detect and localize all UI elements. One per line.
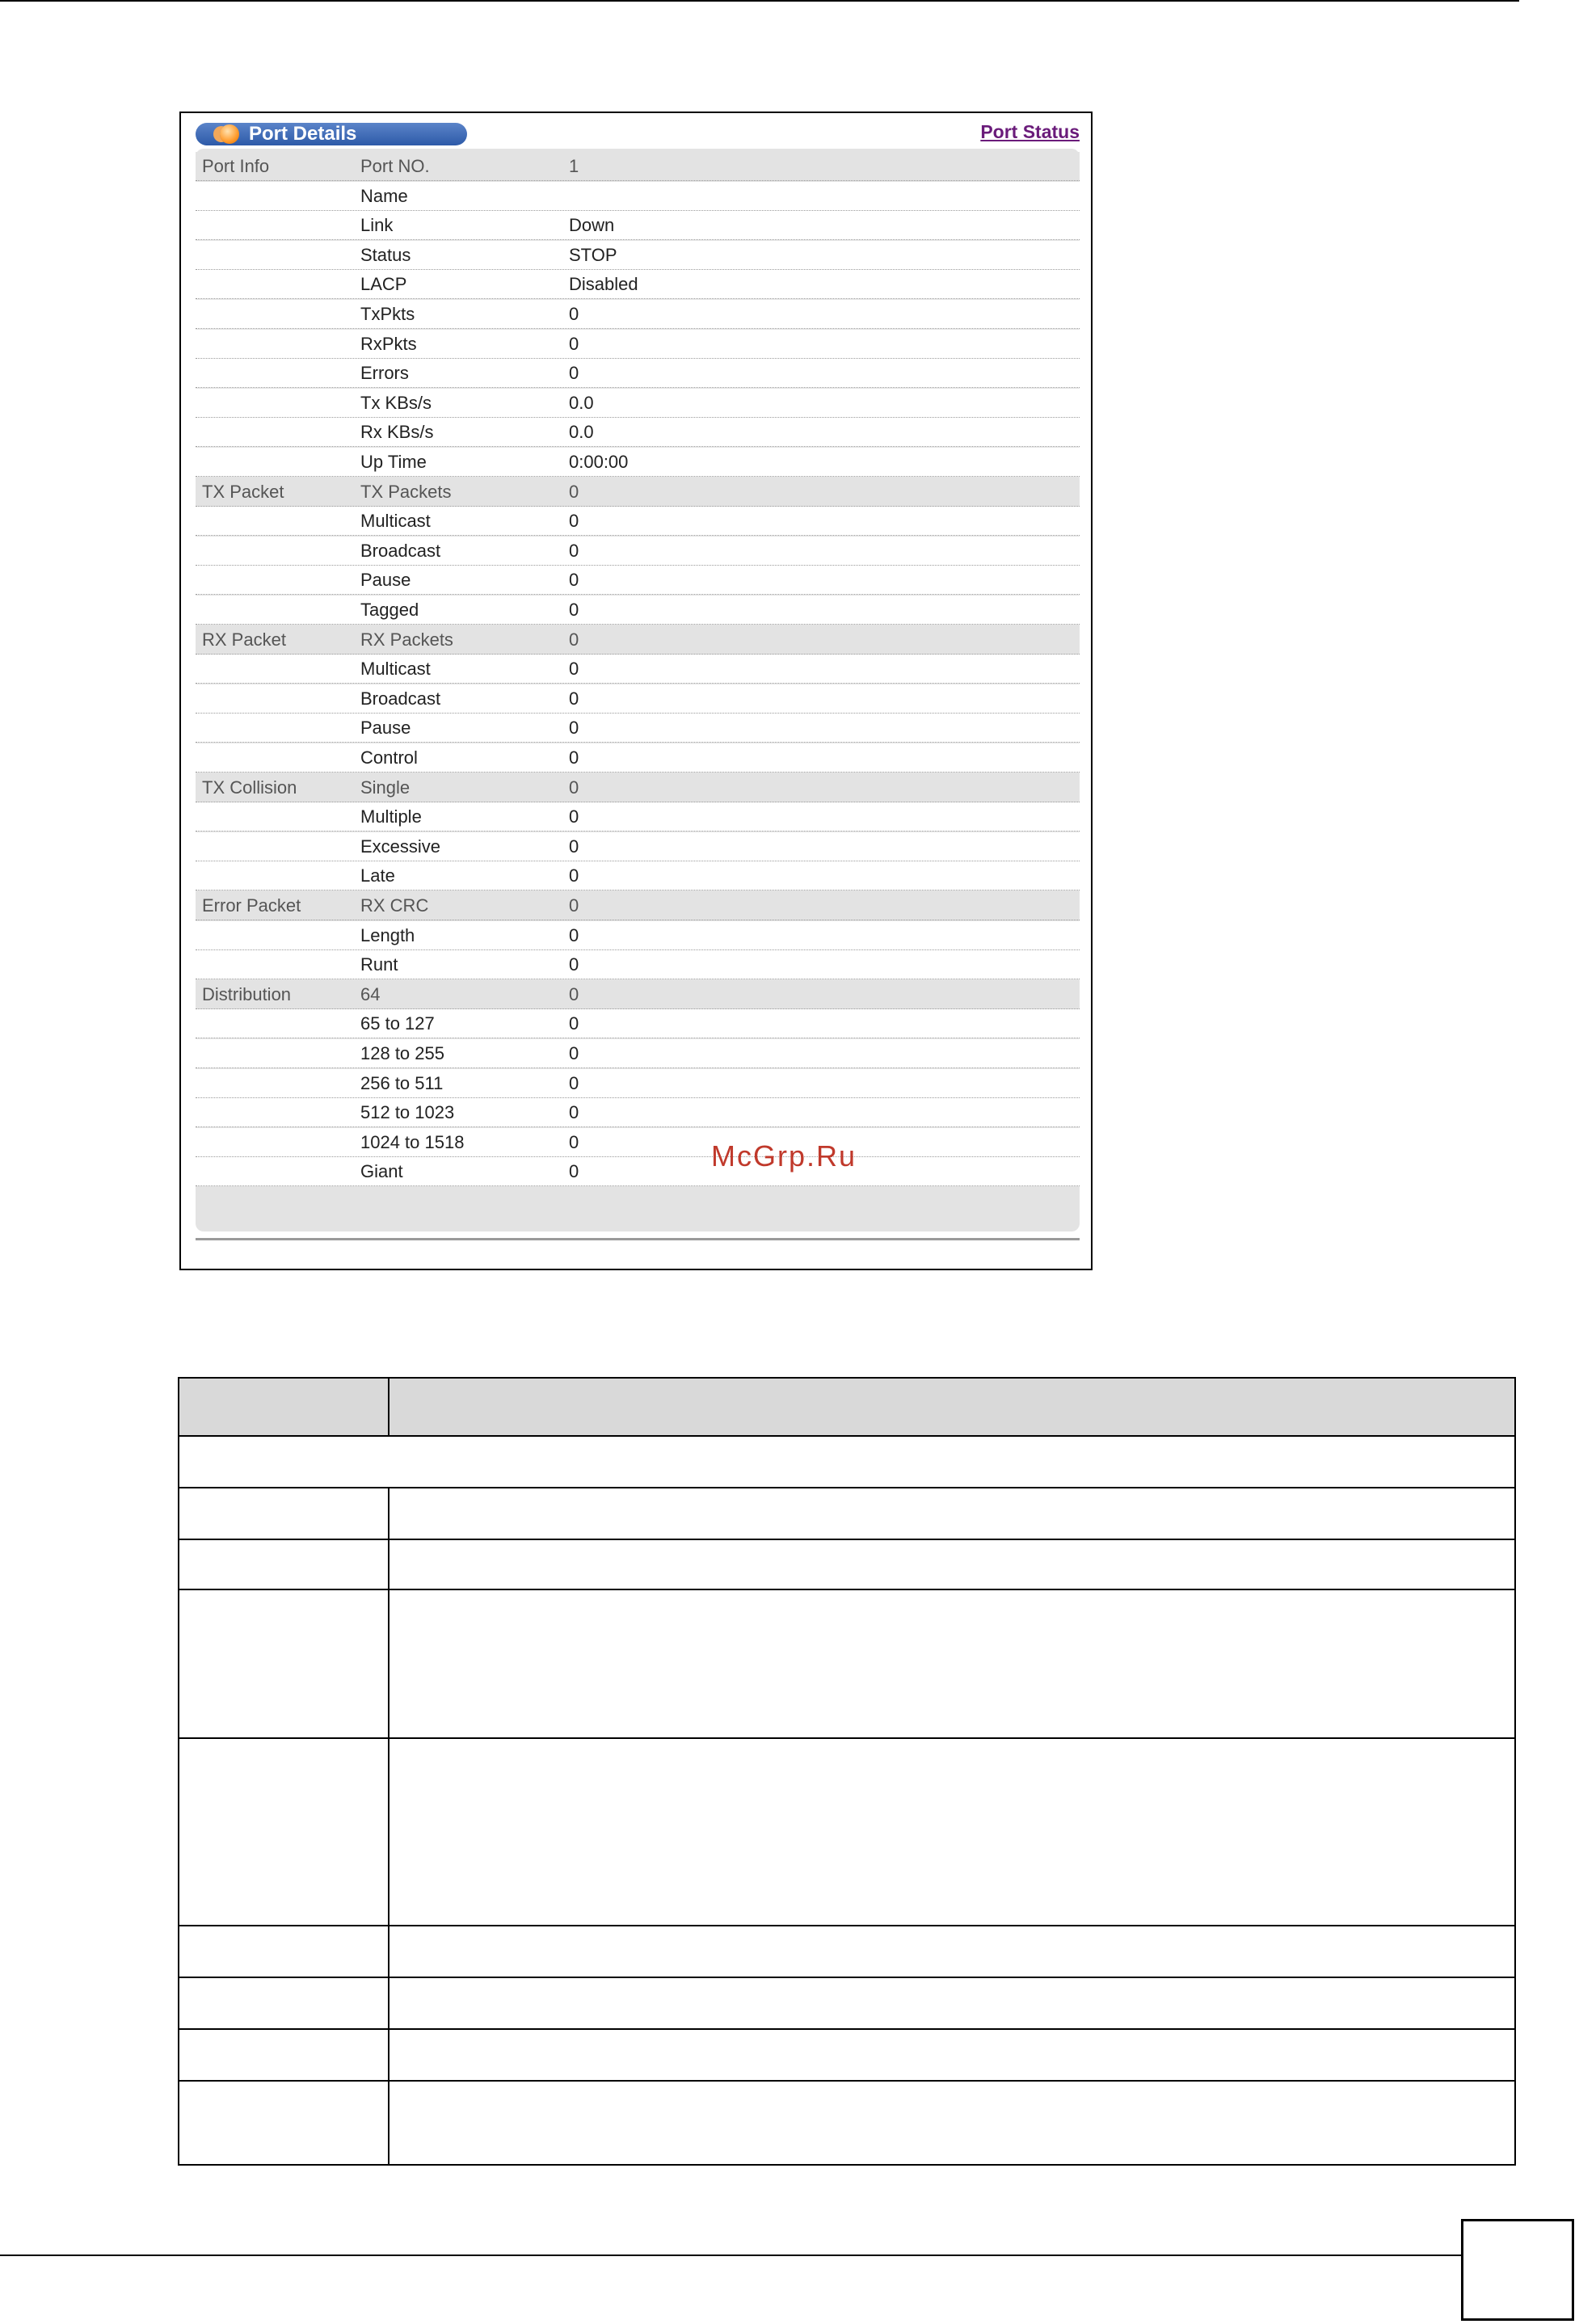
detail-label: RX CRC: [360, 895, 429, 916]
detail-label: 64: [360, 984, 381, 1004]
detail-row: [196, 418, 1080, 447]
orb-icon: [220, 124, 239, 144]
detail-label: Name: [360, 186, 408, 206]
detail-label: Excessive: [360, 836, 441, 857]
port-details-table: [196, 149, 1080, 1231]
detail-value: 0: [569, 688, 579, 709]
table-cell: [389, 1488, 1515, 1539]
detail-row: [196, 241, 1080, 270]
table-header-cell: [389, 1378, 1515, 1436]
detail-label: 128 to 255: [360, 1043, 444, 1063]
detail-label: Multicast: [360, 511, 431, 531]
detail-row: [196, 596, 1080, 625]
detail-row: [196, 182, 1080, 211]
detail-label: Broadcast: [360, 541, 441, 561]
table-cell: [389, 1589, 1515, 1738]
detail-row: [196, 773, 1080, 802]
detail-value: 0: [569, 304, 579, 324]
detail-row: [196, 330, 1080, 359]
detail-row: [196, 211, 1080, 240]
detail-value: 0: [569, 984, 579, 1004]
table-row: [179, 1539, 1515, 1589]
table-row: [179, 1738, 1515, 1926]
detail-value: 0: [569, 954, 579, 975]
detail-value: 0: [569, 806, 579, 827]
detail-row: [196, 684, 1080, 714]
detail-row: [196, 478, 1080, 507]
detail-value: 0: [569, 1073, 579, 1093]
detail-label: LACP: [360, 274, 407, 294]
detail-label: TxPkts: [360, 304, 415, 324]
table-cell: [389, 2029, 1515, 2081]
detail-value: 0: [569, 659, 579, 679]
table-section-row: [179, 1436, 1515, 1488]
table-cell: [389, 1738, 1515, 1926]
detail-value: 0: [569, 1013, 579, 1034]
detail-row: [196, 270, 1080, 299]
table-cell: [389, 1926, 1515, 1977]
detail-label: Length: [360, 925, 415, 945]
detail-value: 0: [569, 570, 579, 590]
detail-row: [196, 359, 1080, 388]
table-cell: [179, 1977, 389, 2029]
table-cell: [179, 1488, 389, 1539]
detail-value: 0: [569, 747, 579, 768]
panel-title: [196, 123, 467, 145]
port-details-screenshot: [179, 112, 1093, 1270]
table-row: [179, 1589, 1515, 1738]
detail-label: RX Packets: [360, 629, 453, 650]
detail-label: Single: [360, 777, 411, 798]
detail-value: 0: [569, 718, 579, 738]
detail-row: [196, 1039, 1080, 1068]
detail-value: Disabled: [569, 274, 638, 294]
detail-row: [196, 802, 1080, 832]
detail-row: [196, 507, 1080, 536]
detail-value: 0: [569, 482, 579, 502]
detail-value: 0.0: [569, 393, 594, 413]
table-cell: [389, 2081, 1515, 2165]
detail-label: Link: [360, 215, 394, 235]
detail-row: [196, 714, 1080, 743]
detail-row: [196, 537, 1080, 566]
detail-value: STOP: [569, 245, 617, 265]
detail-row: [196, 389, 1080, 418]
detail-category: Error Packet: [202, 895, 301, 916]
detail-value: 0: [569, 600, 579, 620]
detail-label: Port NO.: [360, 156, 430, 176]
detail-category: Distribution: [202, 984, 292, 1004]
detail-value: 0: [569, 541, 579, 561]
table-row: [179, 1977, 1515, 2029]
detail-label: Rx KBs/s: [360, 422, 434, 442]
detail-value: 0.0: [569, 422, 594, 442]
detail-value: 0: [569, 1102, 579, 1122]
detail-value: 0: [569, 895, 579, 916]
table-row: [179, 1926, 1515, 1977]
detail-label: 256 to 511: [360, 1073, 444, 1093]
detail-category: TX Packet: [202, 482, 284, 502]
table-row: [179, 1488, 1515, 1539]
detail-value: 0:00:00: [569, 452, 629, 472]
detail-label: 65 to 127: [360, 1013, 435, 1034]
detail-value: 1: [569, 156, 579, 176]
detail-category: TX Collision: [202, 777, 297, 798]
detail-label: RxPkts: [360, 334, 417, 354]
bottom-rule: [0, 2255, 1461, 2256]
page-number-box: [1461, 2219, 1574, 2321]
port-status-link[interactable]: Port Status: [980, 121, 1080, 142]
detail-label: 512 to 1023: [360, 1102, 455, 1122]
panel-bottom-rule: [196, 1238, 1080, 1240]
detail-row: [196, 566, 1080, 595]
detail-value: 0: [569, 363, 579, 383]
watermark: McGrp.Ru: [711, 1139, 857, 1173]
detail-label: Multiple: [360, 806, 422, 827]
table-cell: [179, 2029, 389, 2081]
detail-row: [196, 980, 1080, 1009]
detail-label: Tx KBs/s: [360, 393, 432, 413]
detail-row: [196, 1128, 1080, 1157]
top-rule: [0, 0, 1519, 2]
table-cell: [179, 2081, 389, 2165]
table-row: [179, 2081, 1515, 2165]
detail-label: Pause: [360, 570, 411, 590]
table-header-cell: [179, 1378, 389, 1436]
detail-row: [196, 1069, 1080, 1098]
table-cell: [179, 1539, 389, 1589]
detail-value: 0: [569, 1132, 579, 1152]
detail-row: [196, 891, 1080, 920]
detail-value: 0: [569, 511, 579, 531]
detail-row: [196, 625, 1080, 655]
table-header-row: [179, 1378, 1515, 1436]
detail-label: Giant: [360, 1161, 403, 1181]
detail-row: [196, 152, 1080, 181]
detail-label: Broadcast: [360, 688, 441, 709]
table-cell: [179, 1436, 1515, 1488]
detail-row: [196, 1098, 1080, 1127]
detail-label: Up Time: [360, 452, 427, 472]
detail-label: TX Packets: [360, 482, 452, 502]
detail-value: 0: [569, 1161, 579, 1181]
detail-value: 0: [569, 925, 579, 945]
table-cell: [389, 1977, 1515, 2029]
table-cell: [179, 1926, 389, 1977]
detail-row: [196, 1009, 1080, 1038]
detail-label: Late: [360, 865, 395, 886]
detail-row: [196, 300, 1080, 329]
detail-row: [196, 950, 1080, 979]
detail-value: Down: [569, 215, 615, 235]
detail-label: Tagged: [360, 600, 419, 620]
detail-category: RX Packet: [202, 629, 286, 650]
detail-label: Multicast: [360, 659, 431, 679]
detail-label: Status: [360, 245, 411, 265]
table-cell: [179, 1589, 389, 1738]
table-cell: [389, 1539, 1515, 1589]
detail-value: 0: [569, 836, 579, 857]
detail-value: 0: [569, 629, 579, 650]
panel-title-text: Port Details: [249, 123, 357, 145]
detail-label: 1024 to 1518: [360, 1132, 465, 1152]
detail-row: [196, 448, 1080, 477]
detail-row: [196, 832, 1080, 861]
table-cell: [179, 1738, 389, 1926]
detail-row: [196, 743, 1080, 773]
detail-category: Port Info: [202, 156, 270, 176]
detail-label: Control: [360, 747, 418, 768]
detail-value: 0: [569, 865, 579, 886]
detail-label: Errors: [360, 363, 409, 383]
detail-row: [196, 1157, 1080, 1186]
detail-value: 0: [569, 334, 579, 354]
table-row: [179, 2029, 1515, 2081]
detail-value: 0: [569, 1043, 579, 1063]
detail-label: Runt: [360, 954, 398, 975]
detail-value: 0: [569, 777, 579, 798]
detail-row: [196, 861, 1080, 890]
description-table: [178, 1377, 1516, 2166]
detail-label: Pause: [360, 718, 411, 738]
detail-row: [196, 921, 1080, 950]
detail-row: [196, 655, 1080, 684]
